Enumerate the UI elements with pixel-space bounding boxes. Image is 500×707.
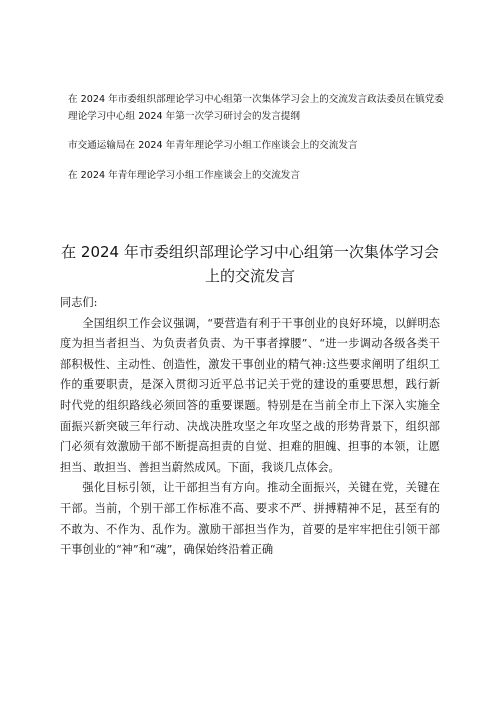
- table-of-contents: [68, 92, 448, 197]
- salutation: 同志们:: [60, 296, 98, 309]
- toc-item-2[interactable]: 市交通运输局在 2024 年青年理论学习小组工作座谈会上的交流发言: [68, 140, 358, 151]
- toc-item-3[interactable]: 在 2024 年青年理论学习小组工作座谈会上的交流发言: [68, 169, 300, 181]
- article-body: [60, 293, 440, 561]
- article-title-line-1: 在 2024 年市委组织部理论学习中心组第一次集体学习会: [61, 243, 439, 261]
- toc-item-1[interactable]: 在 2024 年市委组织部理论学习中心组第一次集体学习会上的交流发言政法委员在镇党委理论学习中心组 2024 年第一次学习研讨会的发言提纲: [68, 94, 444, 122]
- article-title: [60, 240, 440, 288]
- article-title-line-2: 上的交流发言: [204, 267, 295, 285]
- paragraph-2: 强化目标引领，让干部担当有方向。推动全面振兴，关键在党，关键在干部。当前，个别干部工作标准不高、要求不严、拼搏精神不足，甚至有的不敢为、不作为、乱作为。激励干部担当作为，首要的是牢牢把住引领干部干事创业的“神”和“魂”，确保始终沿着正确: [60, 481, 440, 557]
- paragraph-1: 全国组织工作会议强调，“要营造有利于干事创业的良好环境，以鲜明态度为担当者担当、为负责者负责、为干事者撑腰”、“进一步调动各级各类干部积极性、主动性、创造性，激发干事创业的精气神:这些要求阐明了组织工作的重要职责，是深入贯彻习近平总书记关于党的建设的重要思想，践行新时代党的组织路线必须回答的重要课题。特别是在当前全市上下深入实施全面振兴新突破三年行动、决战决胜攻坚之年攻坚之战的形势背景下，组织部门必须有效激励干部不断提高担责的自觉、担难的胆魄、担事的本领，让愿担当、敢担当、善担当蔚然成风。下面，我谈几点体会。: [60, 316, 440, 474]
